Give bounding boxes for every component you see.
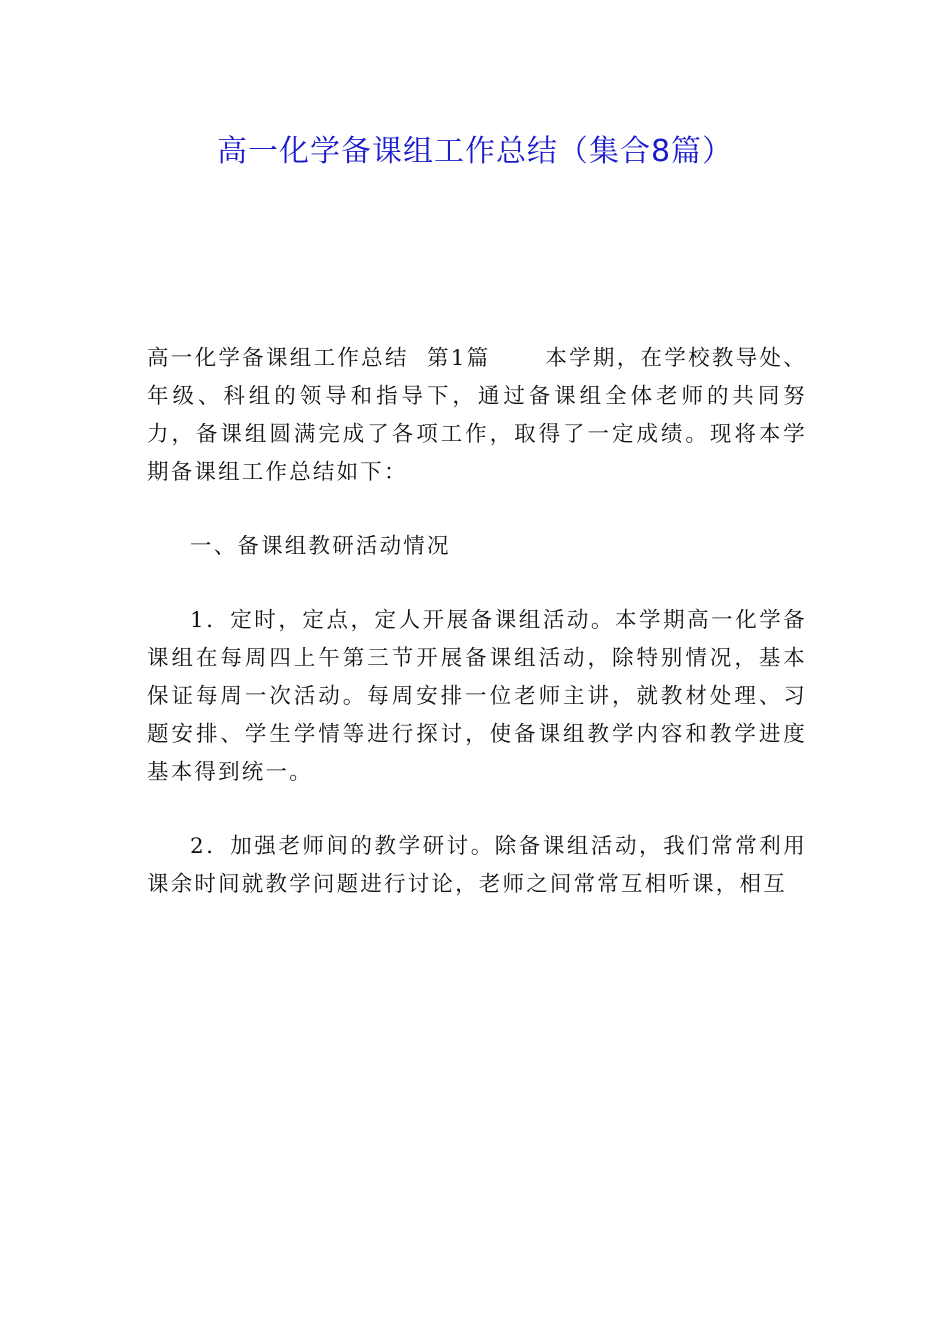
paragraph-intro (147, 340, 807, 492)
paragraph-text: 本学期，在学校教导处、年级、科组的领导和指导下，通过备课组全体老师的共同努力，备课组圆满完成了各项工作，取得了一定成绩。现将本学期备课组工作总结如下： (147, 346, 807, 485)
section-heading: 高一化学备课组工作总结 第1篇 (147, 346, 546, 371)
paragraph-point-1: 1．定时，定点，定人开展备课组活动。本学期高一化学备课组在每周四上午第三节开展备课组活动，除特别情况，基本保证每周一次活动。每周安排一位老师主讲，就教材处理、习题安排、学生学情等进行探讨，使备课组教学内容和教学进度基本得到统一。 (147, 608, 807, 785)
document-title: 高一化学备课组工作总结（集合8篇） (216, 134, 734, 169)
paragraph-point-2: 2．加强老师间的教学研讨。除备课组活动，我们常常利用课余时间就教学问题进行讨论，老师之间常常互相听课，相互 (147, 834, 807, 897)
section-subheading: 一、备课组教研活动情况 (190, 534, 451, 559)
document-body (147, 340, 807, 940)
